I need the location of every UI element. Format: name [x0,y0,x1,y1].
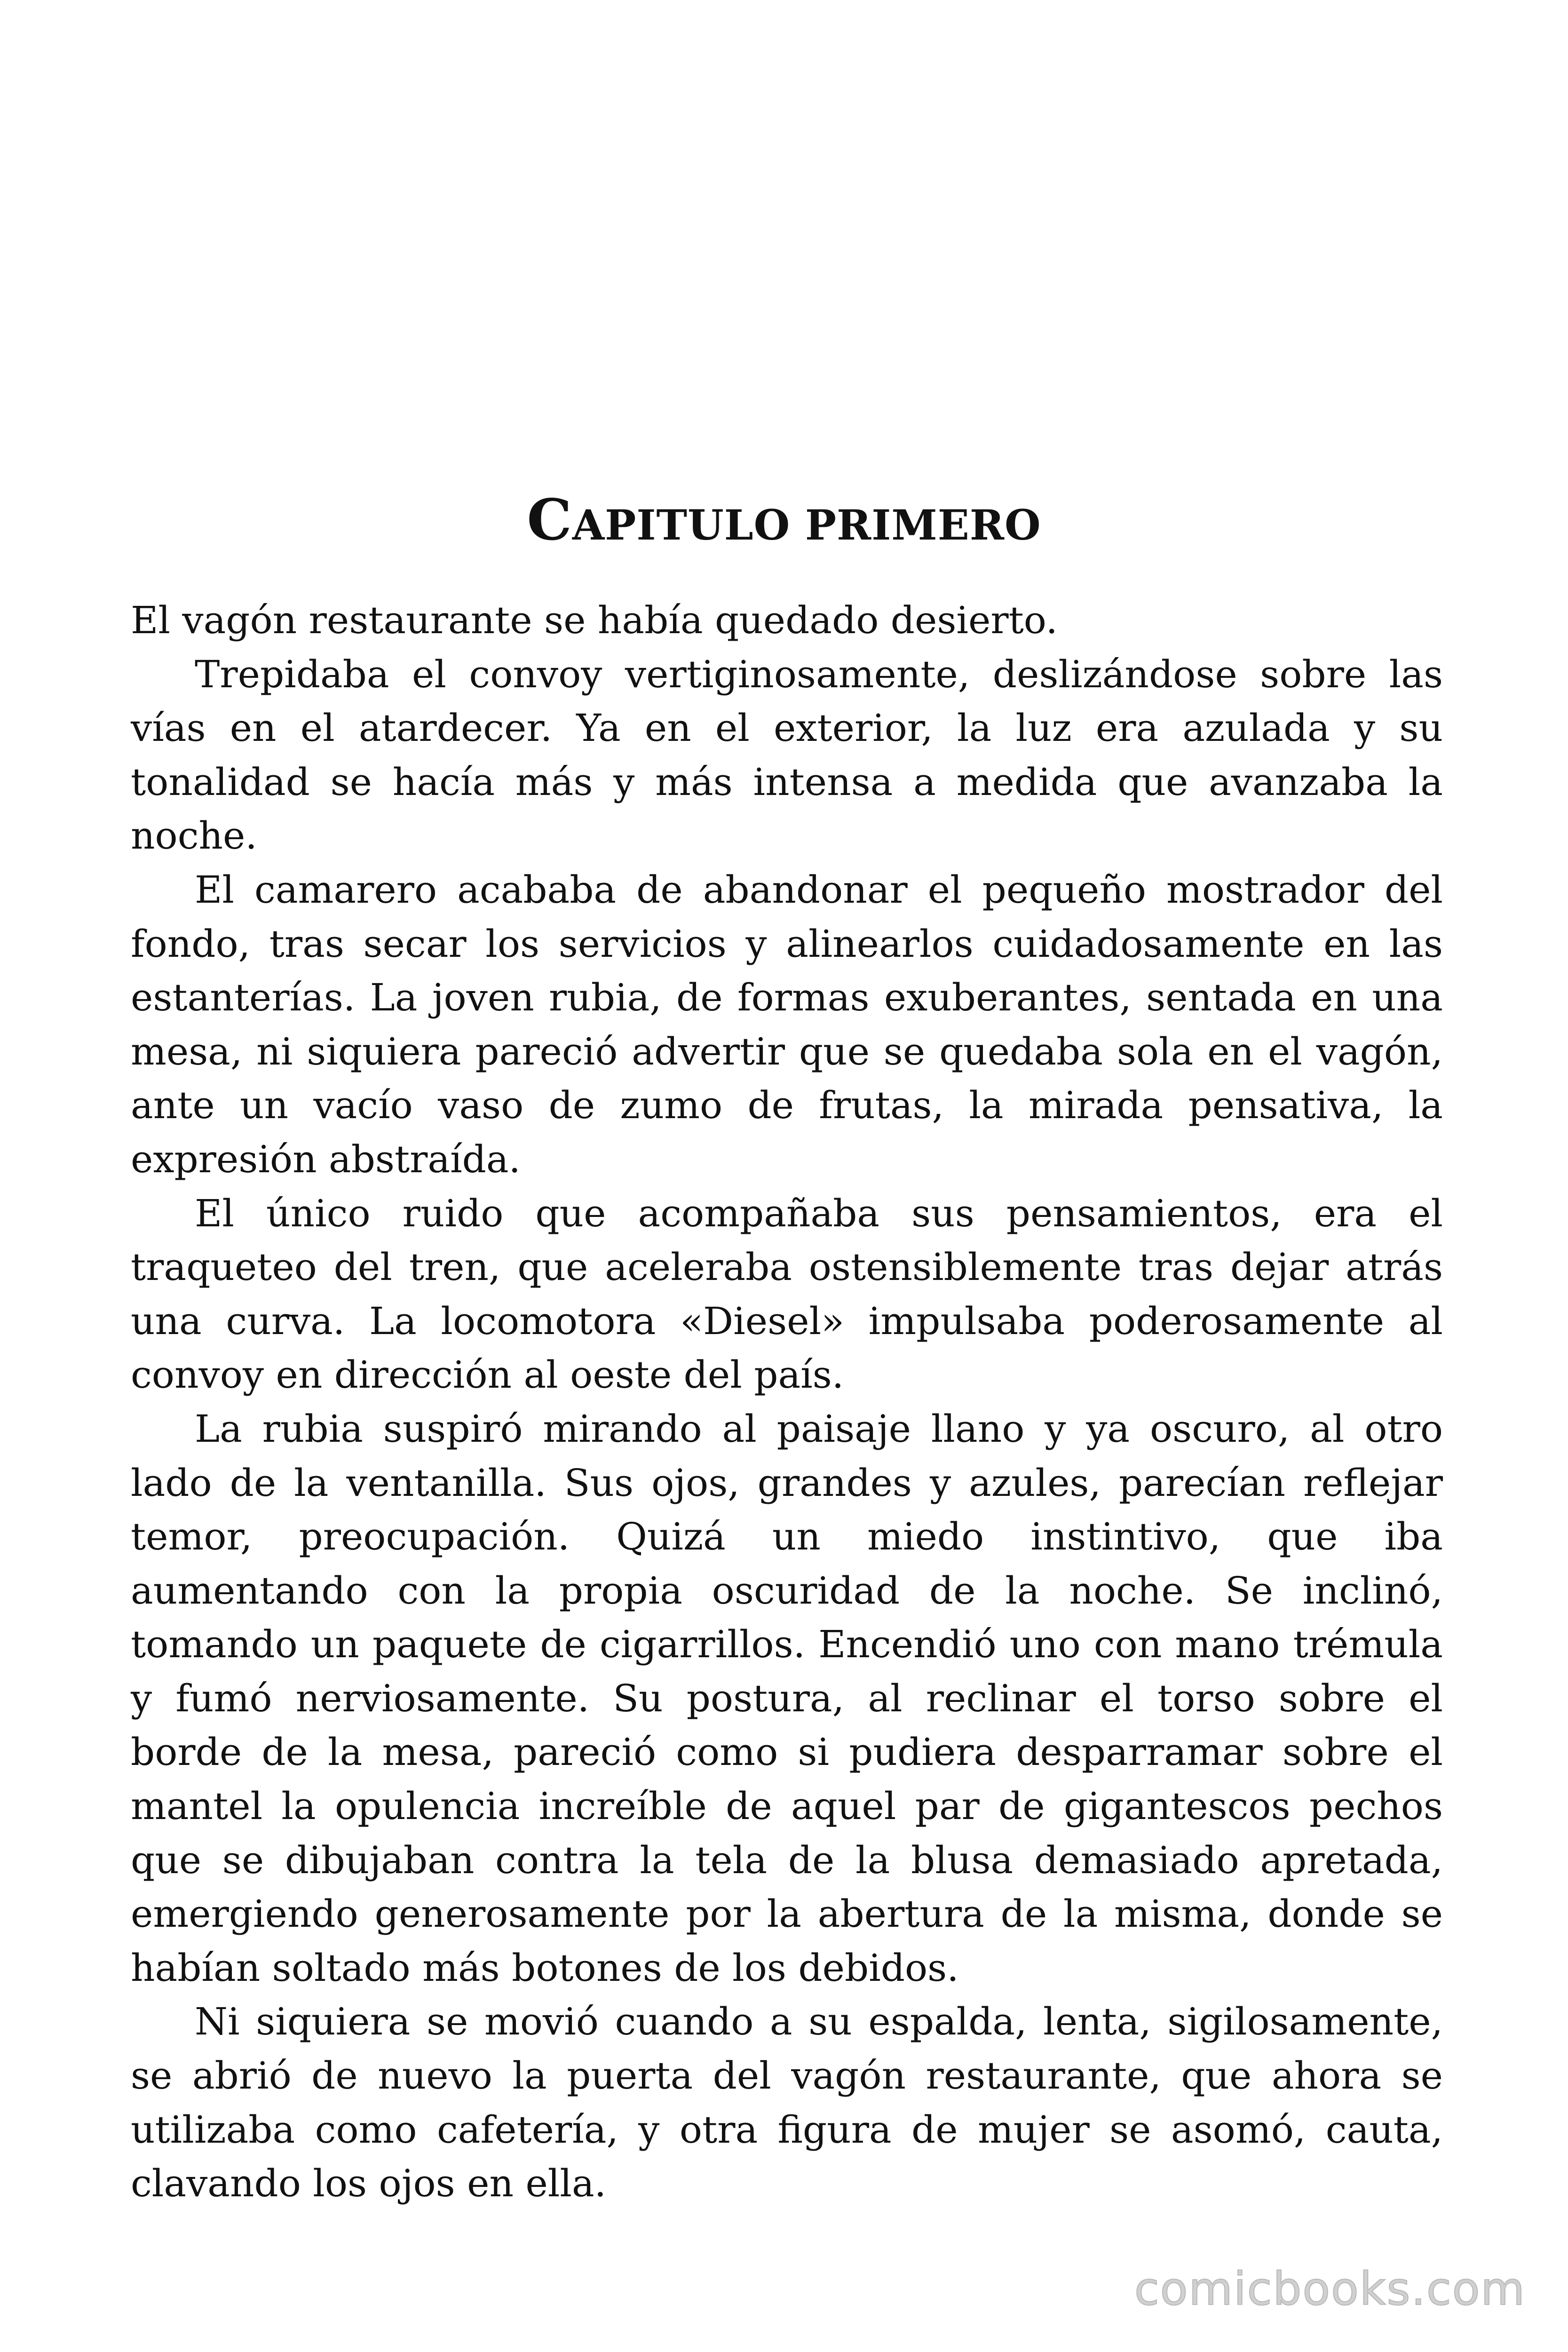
paragraph: Trepidaba el convoy vertiginosamente, deslizándose sobre las vías en el atardecer. Ya en el exterior, la luz era azulada y su tonalidad se hacía más y más intensa a medida que avanzaba la noche. [131,652,1443,858]
chapter-title-rest: APITULO PRIMERO [572,500,1041,549]
chapter-title-initial: C [527,486,572,553]
paragraph: El único ruido que acompañaba sus pensamientos, era el traqueteo del tren, que aceleraba ostensiblemente tras dejar atrás una curva. La locomotora «Diesel» impulsaba poderosamente al convoy en dirección al oeste del país. [131,1191,1443,1397]
paragraph: El vagón restaurante se había quedado desierto. [131,598,1058,642]
chapter-text [131,594,1443,2211]
paragraph: El camarero acababa de abandonar el pequeño mostrador del fondo, tras secar los servicios y alinearlos cuidadosamente en las estanterías. La joven rubia, de formas exuberantes, sentada en una mesa, ni siquiera pareció advertir que se quedaba sola en el vagón, ante un vacío vaso de zumo de frutas, la mirada pensativa, la expresión abstraída. [131,867,1443,1181]
paragraph: Ni siquiera se movió cuando a su espalda, lenta, sigilosamente, se abrió de nuevo la puerta del vagón restaurante, que ahora se utilizaba como cafetería, y otra figura de mujer se asomó, cauta, clavando los ojos en ella. [131,2000,1443,2206]
watermark: comicbooks.com [1134,2263,1526,2315]
chapter-title [0,486,1568,554]
paragraph: La rubia suspiró mirando al paisaje llano y ya oscuro, al otro lado de la ventanilla. Sus ojos, grandes y azules, parecían reflejar temor, preocupación. Quizá un miedo instintivo, que iba aumentando con la propia oscuridad de la noche. Se inclinó, tomando un paquete de cigarrillos. Encendió uno con mano trémula y fumó nerviosamente. Su postura, al reclinar el torso sobre el borde de la mesa, pareció como si pudiera desparramar sobre el mantel la opulencia increíble de aquel par de gigantescos pechos que se dibujaban contra la tela de la blusa demasiado apretada, emergiendo generosamente por la abertura de la misma, donde se habían soltado más botones de los debidos. [131,1406,1443,1990]
